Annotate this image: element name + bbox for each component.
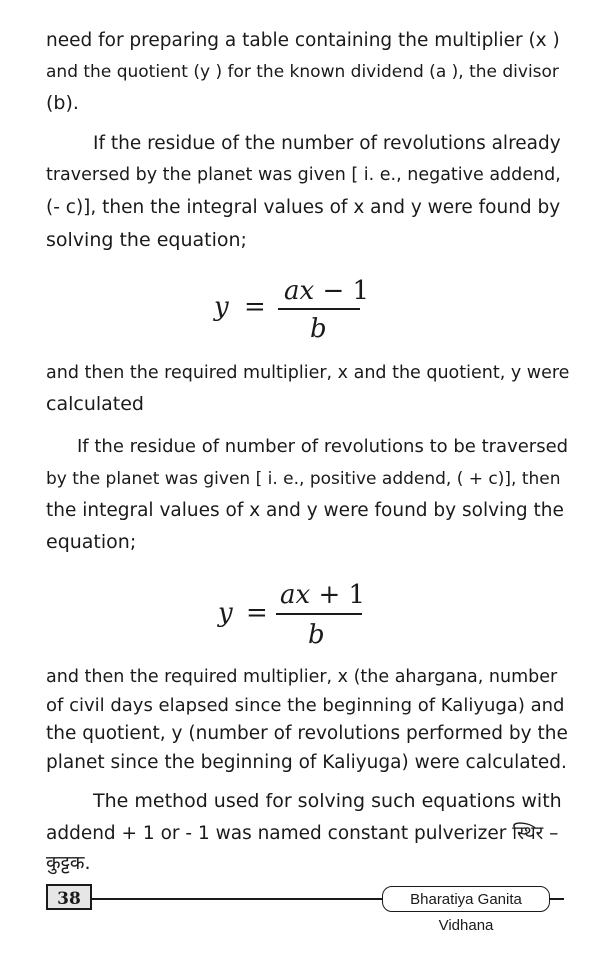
equation-1-denominator: b [310, 314, 327, 344]
equation-2 [218, 580, 378, 650]
paragraph-3-line-1: and then the required multiplier, x and the quotient, y were [46, 363, 570, 383]
paragraph-5-line-3: the quotient, y (number of revolutions performed by the [46, 723, 568, 744]
paragraph-6-line-1: The method used for solving such equations with [93, 790, 562, 812]
equation-1-numerator-rest: − 1 [322, 276, 370, 306]
equation-1-equals: = [244, 292, 266, 322]
equation-1 [214, 276, 374, 346]
paragraph-2-line-3: (- c)], then the integral values of x and y were found by [46, 197, 561, 218]
equation-2-denominator: b [308, 620, 325, 650]
equation-2-numerator [280, 580, 365, 610]
equation-1-numerator [284, 276, 369, 306]
paragraph-4-line-3: the integral values of x and y were found by solving the [46, 500, 564, 521]
equation-2-numerator-rest: + 1 [318, 580, 366, 610]
equation-2-fraction-bar [276, 613, 362, 615]
paragraph-6-line-2: addend + 1 or - 1 was named constant pulverizer स्थिर – [46, 823, 559, 844]
equation-1-fraction-bar [278, 308, 360, 310]
equation-1-lhs: y [214, 292, 229, 322]
paragraph-4-line-4: equation; [46, 531, 137, 553]
paragraph-1-line-2: and the quotient (y ) for the known dividend (a ), the divisor [46, 62, 559, 82]
footer-rule-right [550, 898, 564, 900]
paragraph-1-line-3: (b). [46, 92, 79, 114]
footer-rule-left [92, 898, 382, 900]
equation-2-equals: = [246, 598, 268, 628]
paragraph-1-line-1: need for preparing a table containing the multiplier (x ) [46, 30, 560, 51]
equation-2-numerator-var: ax [280, 580, 311, 610]
paragraph-5-line-4: planet since the beginning of Kaliyuga) were calculated. [46, 752, 567, 773]
page-number: 38 [46, 884, 92, 910]
equation-2-lhs: y [218, 598, 233, 628]
paragraph-3-line-2: calculated [46, 393, 144, 415]
book-title: Bharatiya Ganita Vidhana [382, 886, 550, 912]
paragraph-4-line-2: by the planet was given [ i. e., positive addend, ( + c)], then [46, 469, 561, 489]
paragraph-5-line-1: and then the required multiplier, x (the ahargana, number [46, 667, 558, 687]
paragraph-2-line-1: If the residue of the number of revolutions already [93, 133, 561, 154]
paragraph-2-line-2: traversed by the planet was given [ i. e., negative addend, [46, 165, 561, 185]
paragraph-2-line-4: solving the equation; [46, 229, 247, 251]
paragraph-6-line-3: कुट्टक. [46, 852, 91, 874]
paragraph-5-line-2: of civil days elapsed since the beginning of Kaliyuga) and [46, 695, 565, 716]
equation-1-numerator-var: ax [284, 276, 315, 306]
paragraph-4-line-1: If the residue of number of revolutions to be traversed [77, 436, 569, 457]
